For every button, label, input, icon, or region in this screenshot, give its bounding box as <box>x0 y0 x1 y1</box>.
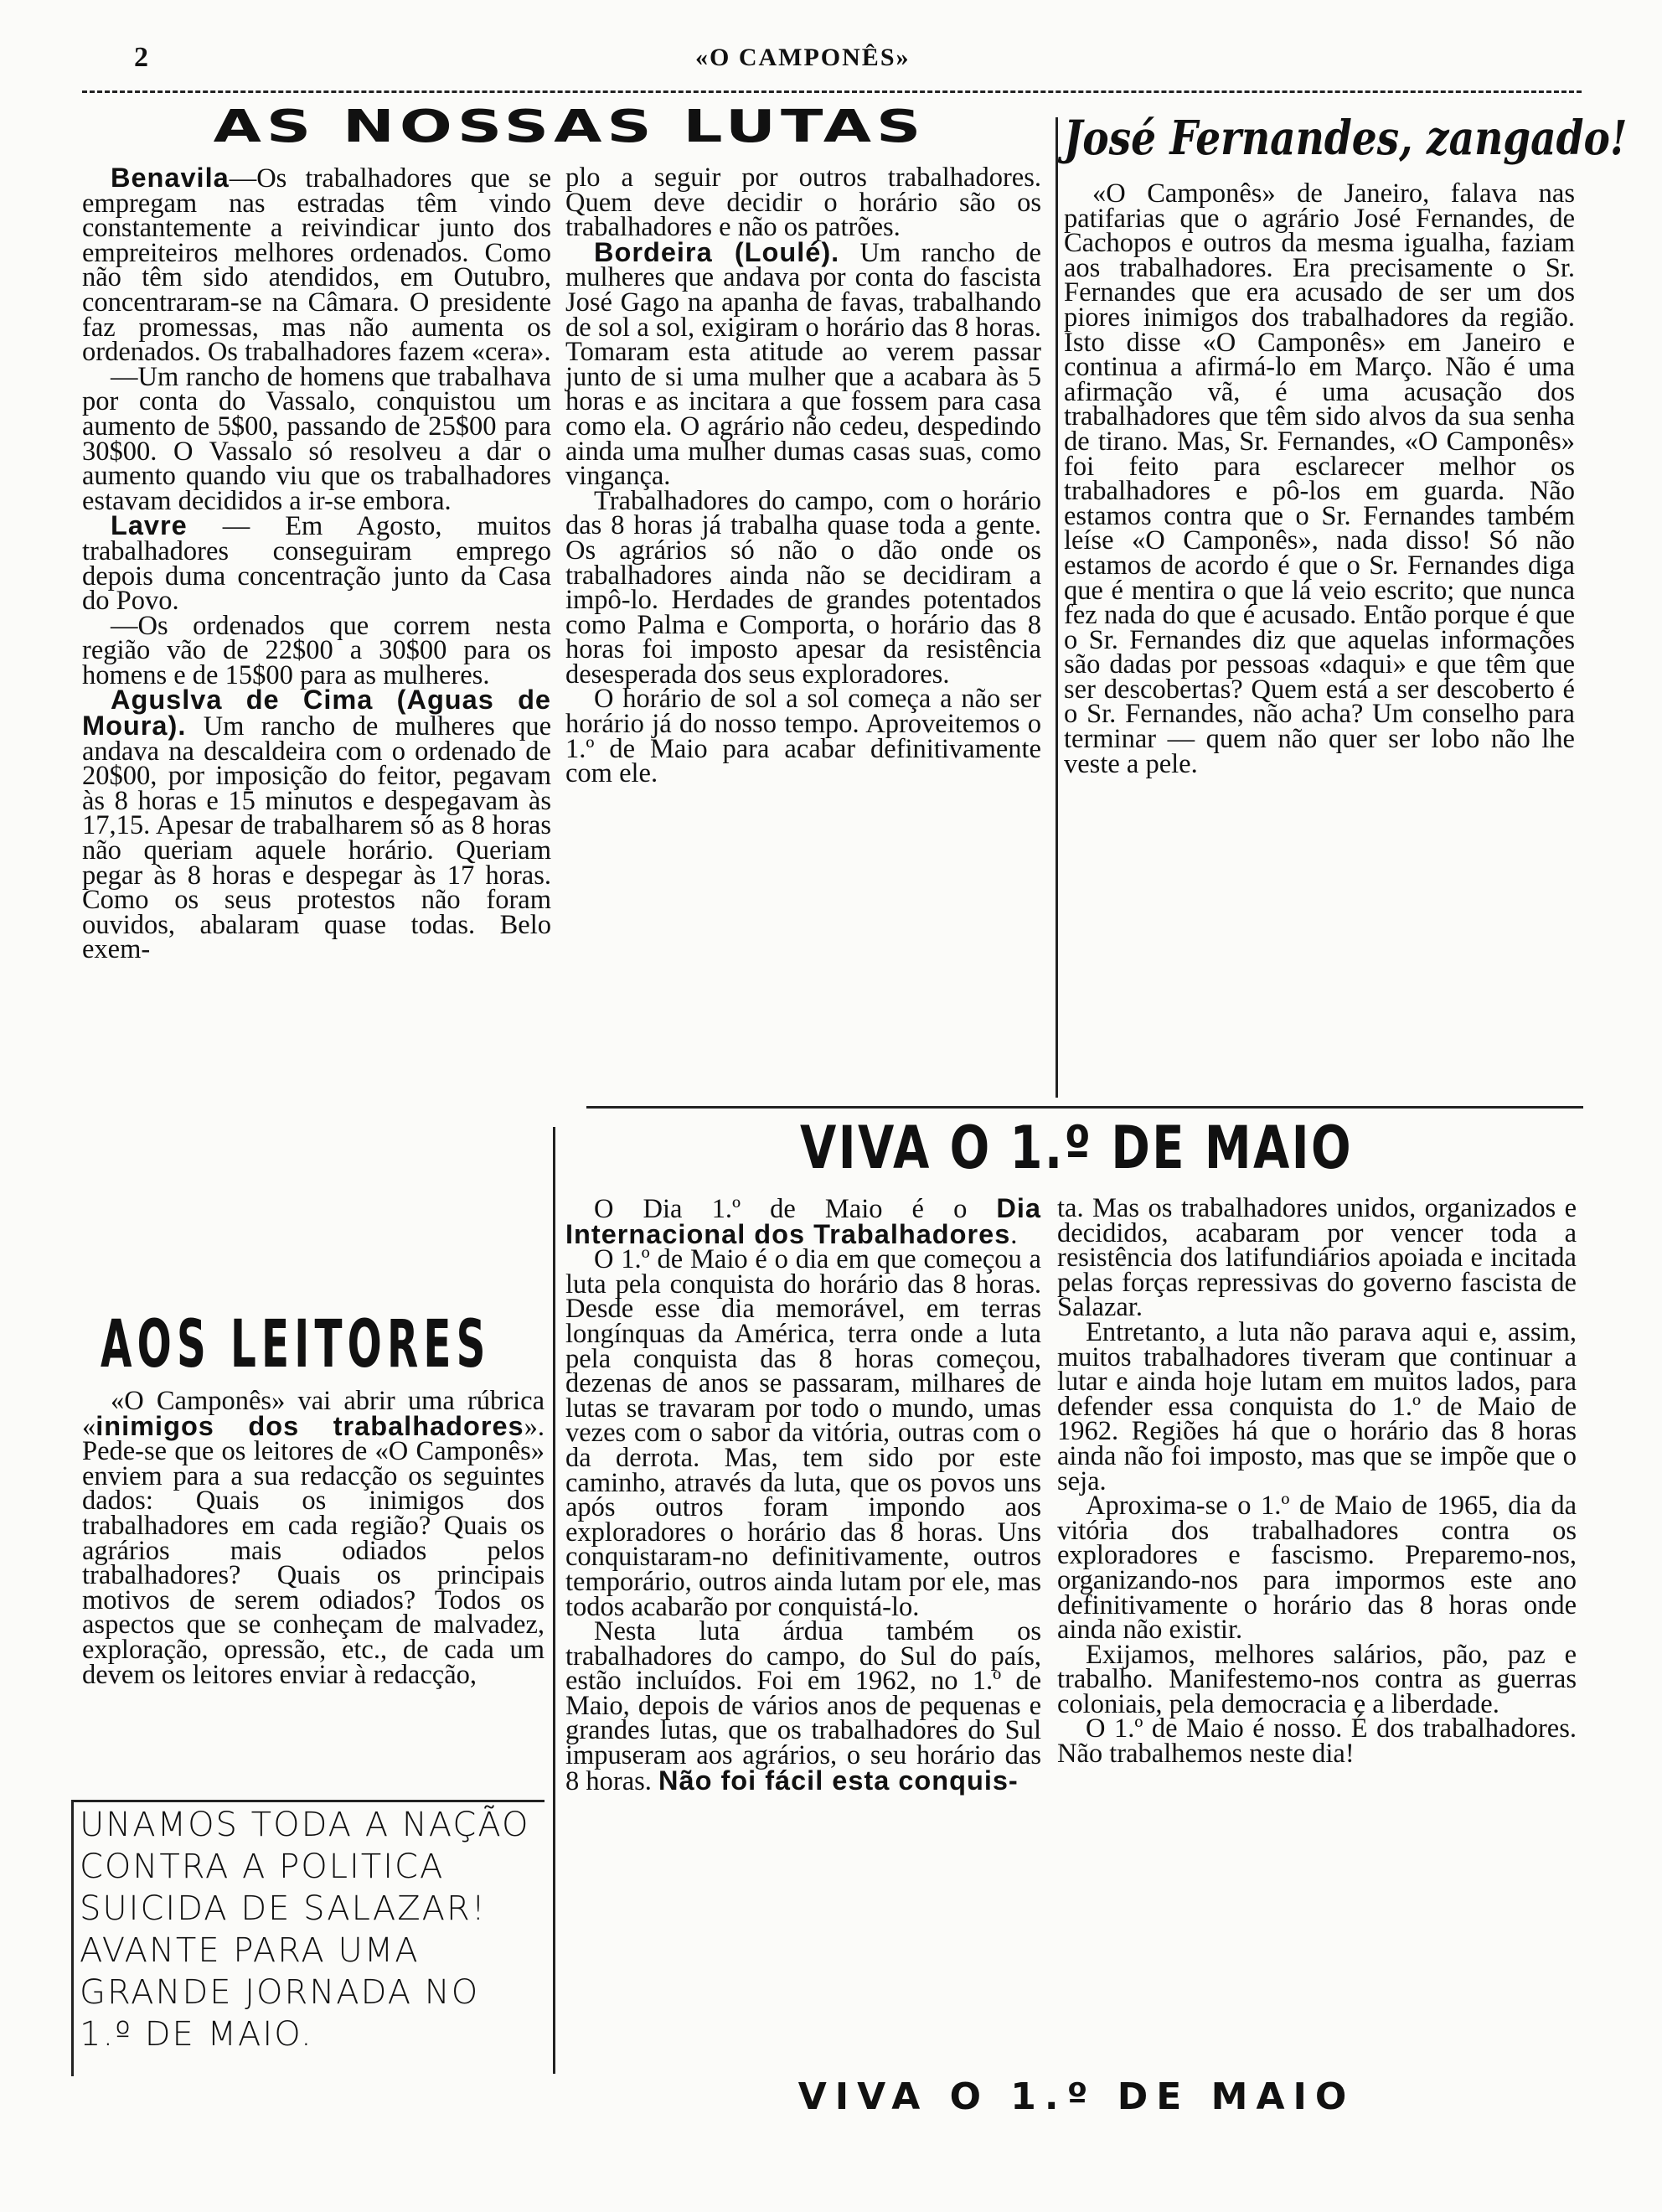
masthead: «O CAMPONÊS» <box>695 44 911 71</box>
paragraph <box>82 510 551 617</box>
paragraph-text: ». Pede-se que os leitores de «O Camponês» enviem para a sua redacção os seguintes dados: Quais os inimigos dos trabalhadores em cada região? Quais os agrários mais odiados pelos trabalhadores? Quais os principais motivos de serem odiados? Todos os aspectos que se conheçam de malvadez, exploração, opressão, etc., de cada um devem os leitores enviar à redacção, <box>82 1411 545 1690</box>
paragraph <box>1057 1491 1577 1646</box>
paragraph-text: «O Camponês» vai abrir uma rúbrica « <box>82 1386 545 1442</box>
paragraph-text: O Dia 1.º de Maio é o <box>594 1194 997 1224</box>
paragraph-text: O horário de sol a sol começa a não ser horário já do nosso tempo. Aproveitemos o 1.º de Maio para acabar definitivamente com ele. <box>565 684 1041 789</box>
paragraph-text: —Os ordenados que correm nesta região vão de 22$00 a 30$00 para os homens e de 15$00 para as mulheres. <box>82 610 551 690</box>
paragraph <box>565 1616 1041 1796</box>
lutas-column-2 <box>565 163 1041 789</box>
paragraph-emphasis: Dia Internacional dos Trabalhadores <box>565 1193 1041 1249</box>
paragraph-text: plo a seguir por outros trabalhadores. Quem deve decidir o horário são os trabalhadores e não os patrões. <box>565 163 1041 243</box>
paragraph-text: —Um rancho de homens que trabalhava por conta do Vassalo, conquistou um aumento de 5$00, passando de 25$00 para 30$00. O Vassalo só resolveu a dar o aumento quando viu que os trabalhadores estavam decididos a ir-se embora. <box>82 361 551 516</box>
paragraph <box>1057 1316 1577 1496</box>
column-divider <box>553 1127 555 2074</box>
paragraph: «O Camponês» de Janeiro, falava nas patifarias que o agrário José Fernandes, de Cachopos e outros da mesma igualha, faziam aos trabalhadores. Era precisamente o Sr. Fernandes que era acusado de ser um dos piores inimigos dos trabalhadores da região. Isto disse «O Camponês» em Janeiro e continua a afirmá-lo em Março. Não é uma afirmação vã, é uma acusação dos trabalhadores que têm sido alvos da sua senha de tirano. Mas, Sr. Fernandes, «O Camponês» foi feito para esclarecer melhor os trabalhadores e pô-los em guarda. Não estamos contra que o Sr. Fernandes também leíse «O Camponês», nada disso! Só não estamos de acordo é que o Sr. Fernandes diga que é mentira o que lá veio escrito; que nunca fez nada do que é acusado. Então porque é que o Sr. Fernandes diz que aquelas informações são dadas por pessoas «daqui» e que têm que ser descobertas? Quem está a ser descoberto é o Sr. Fernandes, não acha? Um conselho para terminar — quem não quer ser lobo não lhe veste a pele. <box>1064 178 1575 779</box>
paragraph-text: Entretanto, a luta não parava aqui e, assim, muitos trabalhadores tiveram que continuar a lutar e ainda hoje lutam em muitos lados, para defender essa conquista do 1.º de Maio de 1962. Regiões há que o horário das 8 horas ainda não foi imposto, mas que se impõe que o seja. <box>1057 1316 1577 1496</box>
paragraph-text: ta. Mas os trabalhadores unidos, organizados e decididos, acabaram por vencer toda a resistência dos latifundiários apoiada e incitada pelas forças repressivas do governo fascista de Salazar. <box>1057 1193 1577 1323</box>
paragraph <box>82 685 551 965</box>
slogan-line: 1.º DE MAIO. <box>80 2015 313 2054</box>
maio-column-1 <box>565 1193 1041 1796</box>
paragraph <box>1057 1193 1577 1323</box>
paragraph-text: Trabalhadores do campo, com o horário das 8 horas já trabalha quase toda a gente. Os agrários só não o dão onde os trabalhadores ainda não se decidiram a impô-lo. Herdades de grandes potentados como Palma e Comporta, o horário das 8 horas foi imposto apesar da resistência desesperada dos seus exploradores. <box>565 485 1041 690</box>
slogan-line: AVANTE PARA UMA <box>80 1931 420 1970</box>
page-number: 2 <box>134 42 148 73</box>
slogan-line: CONTRA A POLITICA <box>80 1848 445 1886</box>
leitores-column <box>82 1386 545 1690</box>
paragraph-lead: Benavila <box>111 163 230 193</box>
slogan-line: UNAMOS TODA A NAÇÃO <box>80 1806 530 1844</box>
paragraph-text: O 1.º de Maio é nosso. É dos trabalhadores. Não trabalhemos neste dia! <box>1057 1713 1577 1770</box>
slogan-rule-left <box>71 1800 74 2076</box>
paragraph <box>82 361 551 516</box>
paragraph <box>565 236 1041 492</box>
paragraph-emphasis: inimigos dos trabalhadores <box>95 1410 524 1441</box>
jose-column <box>1064 178 1575 779</box>
paragraph-text: Nesta luta árdua também os trabalhadores do campo, do Sul do país, estão incluídos. Foi em 1962, no 1.º de Maio, depois de vários anos de pequenas e grandes lutas, que os trabalhadores do Sul impuseram aos agrários, o seu horário das 8 horas. <box>565 1616 1041 1796</box>
paragraph <box>565 1193 1041 1250</box>
column-divider <box>1056 117 1058 1098</box>
paragraph-text: Aproxima-se o 1.º de Maio de 1965, dia da vitória dos trabalhadores contra os exploradores e fascismo. Preparemo-nos, organizando-nos para impormos este ano definitivamente o horário das 8 horas onde ainda não existir. <box>1057 1491 1577 1646</box>
paragraph <box>82 610 551 690</box>
paragraph-text: . <box>1010 1219 1018 1250</box>
slogan-box <box>80 1804 549 2055</box>
paragraph <box>565 684 1041 789</box>
paragraph <box>1057 1713 1577 1770</box>
paragraph <box>565 485 1041 690</box>
paragraph <box>565 1244 1041 1622</box>
paragraph-lead: Lavre <box>111 510 188 541</box>
slogan-line: GRANDE JORNADA NO <box>80 1973 480 2012</box>
paragraph-lead: Bordeira (Loulé). <box>594 236 840 267</box>
lutas-column-1 <box>82 163 551 965</box>
maio-title: VIVA O 1.º DE MAIO <box>800 1114 1353 1182</box>
paragraph-text: Um rancho de mulheres que andava por conta do fascista José Gago na apanha de favas, trabalhando de sol a sol, exigiram o horário das 8 horas. Tomaram esta atitude ao verem passar junto de si uma mulher que a acabara às 5 horas e as incitara a que fossem para casa como ela. O agrário não cedeu, despedindo ainda uma mulher dumas casas suas, como vingança. <box>565 237 1041 492</box>
paragraph-lead: Aguslva de Cima (Aguas de Moura). <box>82 685 551 742</box>
section-rule <box>586 1106 1583 1109</box>
paragraph <box>1057 1639 1577 1719</box>
lutas-title: AS NOSSAS LUTAS <box>213 100 926 152</box>
slogan-rule-top <box>71 1800 545 1802</box>
paragraph <box>82 163 551 368</box>
paragraph <box>82 1386 545 1690</box>
paragraph-text: — Em Agosto, muitos trabalhadores conseguiram emprego depois duma concentração junto da Casa do Povo. <box>82 511 551 617</box>
header-rule <box>82 90 1582 93</box>
leitores-title: AOS LEITORES <box>101 1307 491 1382</box>
paragraph-text: —Os trabalhadores que se empregam nas estradas têm vindo constantemente a reivindicar junto dos empreiteiros melhores ordenados. Como não têm sido atendidos, em Outubro, concentraram-se na Câmara. O presidente faz promessas, mas não aumenta os ordenados. Os trabalhadores fazem «cera». <box>82 163 551 368</box>
paragraph-text: Exijamos, melhores salários, pão, paz e trabalho. Manifestemo-nos contra as guerras coloniais, pela democracia e a liberdade. <box>1057 1639 1577 1719</box>
maio-footer: VIVA O 1.º DE MAIO <box>797 2075 1355 2118</box>
paragraph <box>565 163 1041 243</box>
maio-column-2 <box>1057 1193 1577 1770</box>
paragraph-text: Um rancho de mulheres que andava na descaldeira com o ordenado de 20$00, por imposição do feitor, pegavam às 8 horas e 15 minutos e despegavam às 17,15. Apesar de trabalharem só as 8 horas não queriam aquele horário. Queriam pegar às 8 horas e despegar às 17 horas. Como os seus protestos não foram ouvidos, abalaram quase todas. Belo exem- <box>82 711 551 965</box>
paragraph-emphasis: Não foi fácil esta conquis- <box>658 1765 1019 1796</box>
paragraph-text: O 1.º de Maio é o dia em que começou a luta pela conquista do horário das 8 horas. Desde esse dia memorável, em terras longínquas da América, terra onde a luta pela conquista das 8 horas começou, dezenas de anos se passaram, milhares de lutas se travaram por todo o mundo, umas vezes com o sabor da vitória, outras com o da derrota. Mas, tem sido por este caminho, através da luta, que os povos uns após outros foram impondo aos exploradores o horário das 8 horas. Uns conquistaram-no definitivamente, outros temporário, outros ainda lutam por ele, mas todos acabarão por conquistá-lo. <box>565 1244 1041 1622</box>
slogan-line: SUICIDA DE SALAZAR! <box>80 1889 487 1928</box>
jose-title: José Fernandes, zangado! <box>1064 111 1628 166</box>
